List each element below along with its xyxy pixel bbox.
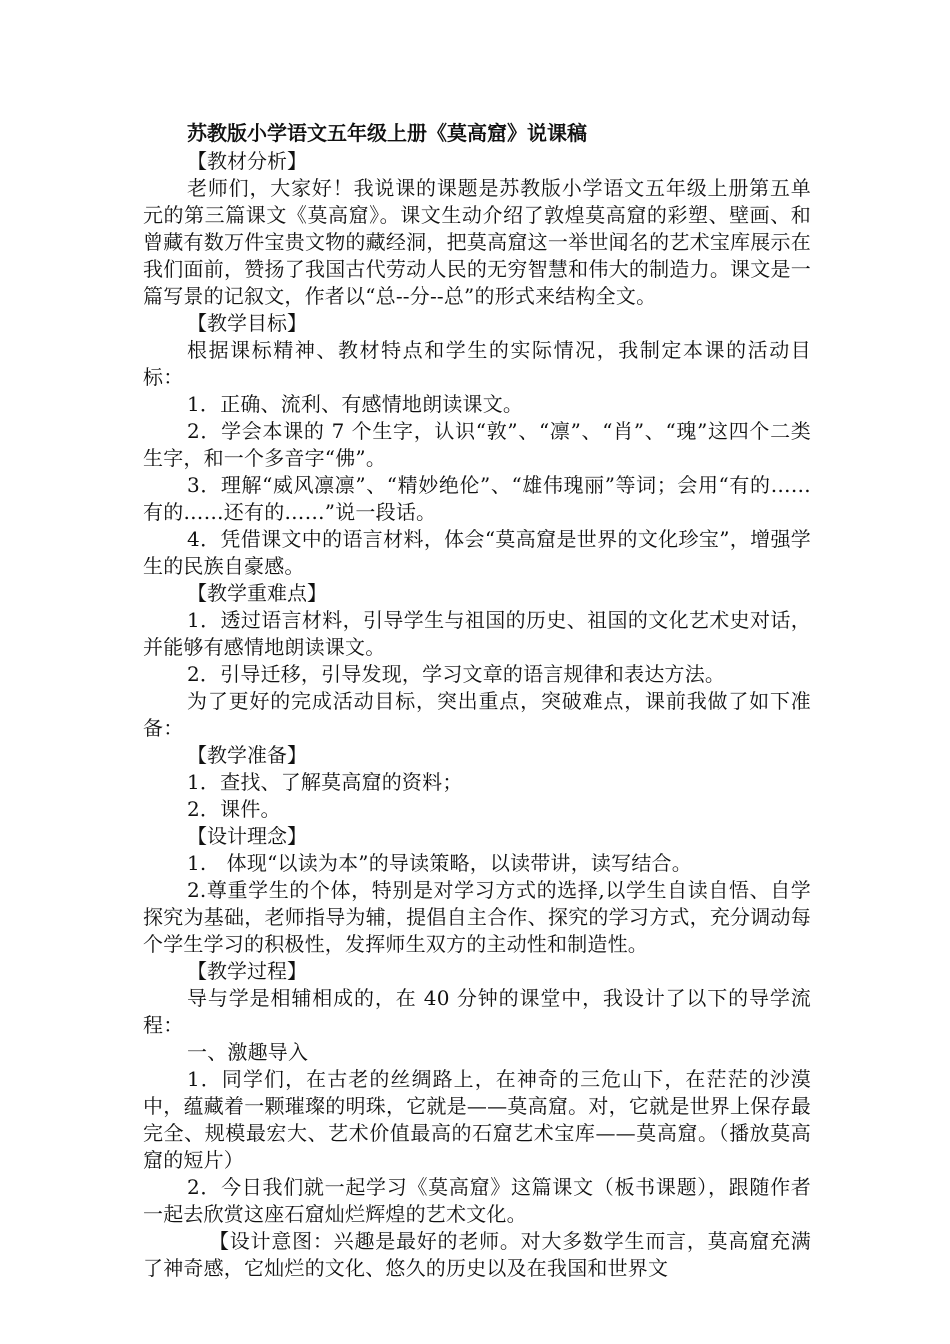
section-heading: 【教学重难点】: [187, 581, 327, 605]
paragraph: 为了更好的完成活动目标，突出重点，突破难点，课前我做了如下准备：: [143, 689, 811, 740]
paragraph: 1. 体现“以读为本”的导读策略，以读带讲，读写结合。: [187, 851, 692, 875]
paragraph: 【设计意图：兴趣是最好的老师。对大多数学生而言，莫高窟充满了神奇感，它灿烂的文化、悠久的历史以及在我国和世界文: [143, 1229, 811, 1280]
document-body: [143, 148, 811, 1282]
paragraph: 2．学会本课的 7 个生字，认识“敦”、“凛”、“肖”、“瑰”这四个二类生字，和一个多音字“佛”。: [143, 419, 811, 470]
paragraph: 一、激趣导入: [187, 1040, 309, 1064]
paragraph: 3．理解“威风凛凛”、“精妙绝伦”、“雄伟瑰丽”等词；会用“有的……有的……还有的……”说一段话。: [143, 473, 811, 524]
section-heading: 【教学过程】: [187, 959, 307, 983]
paragraph: 4．凭借课文中的语言材料，体会“莫高窟是世界的文化珍宝”，增强学生的民族自豪感。: [143, 527, 811, 578]
section-heading: 【教学目标】: [187, 311, 307, 335]
paragraph: 1．查找、了解莫高窟的资料；: [187, 770, 463, 794]
paragraph: 2．引导迁移，引导发现，学习文章的语言规律和表达方法。: [187, 662, 726, 686]
section-heading: 【教学准备】: [187, 743, 307, 767]
paragraph: 导与学是相辅相成的，在 40 分钟的课堂中，我设计了以下的导学流程：: [143, 986, 811, 1037]
paragraph: 2.尊重学生的个体，特别是对学习方式的选择,以学生自读自悟、自学探究为基础，老师指导为辅，提倡自主合作、探究的学习方式，充分调动每个学生学习的积极性，发挥师生双方的主动性和制造性。: [143, 878, 811, 956]
paragraph: 老师们，大家好！我说课的课题是苏教版小学语文五年级上册第五单元的第三篇课文《莫高窟》。课文生动介绍了敦煌莫高窟的彩塑、壁画、和曾藏有数万件宝贵文物的藏经洞，把莫高窟这一举世闻名的艺术宝库展示在我们面前，赞扬了我国古代劳动人民的无穷智慧和伟大的制造力。课文是一篇写景的记叙文，作者以“总--分--总”的形式来结构全文。: [143, 176, 811, 308]
paragraph: 根据课标精神、教材特点和学生的实际情况，我制定本课的活动目标：: [143, 338, 811, 389]
document-page: [143, 118, 811, 1282]
paragraph: 1．同学们，在古老的丝绸路上，在神奇的三危山下，在茫茫的沙漠中，蕴藏着一颗璀璨的明珠，它就是——莫高窟。对，它就是世界上保存最完全、规模最宏大、艺术价值最高的石窟艺术宝库——莫高窟。（播放莫高窟的短片）: [143, 1067, 811, 1172]
section-heading: 【设计理念】: [187, 824, 307, 848]
paragraph: 1．透过语言材料，引导学生与祖国的历史、祖国的文化艺术史对话，并能够有感情地朗读课文。: [143, 608, 811, 659]
document-title: 苏教版小学语文五年级上册《莫高窟》说课稿: [187, 121, 587, 145]
paragraph: 1．正确、流利、有感情地朗读课文。: [187, 392, 524, 416]
paragraph: 2．今日我们就一起学习《莫高窟》这篇课文（板书课题），跟随作者一起去欣赏这座石窟灿烂辉煌的艺术文化。: [143, 1175, 811, 1226]
section-heading: 【教材分析】: [187, 149, 307, 173]
paragraph: 2．课件。: [187, 797, 281, 821]
